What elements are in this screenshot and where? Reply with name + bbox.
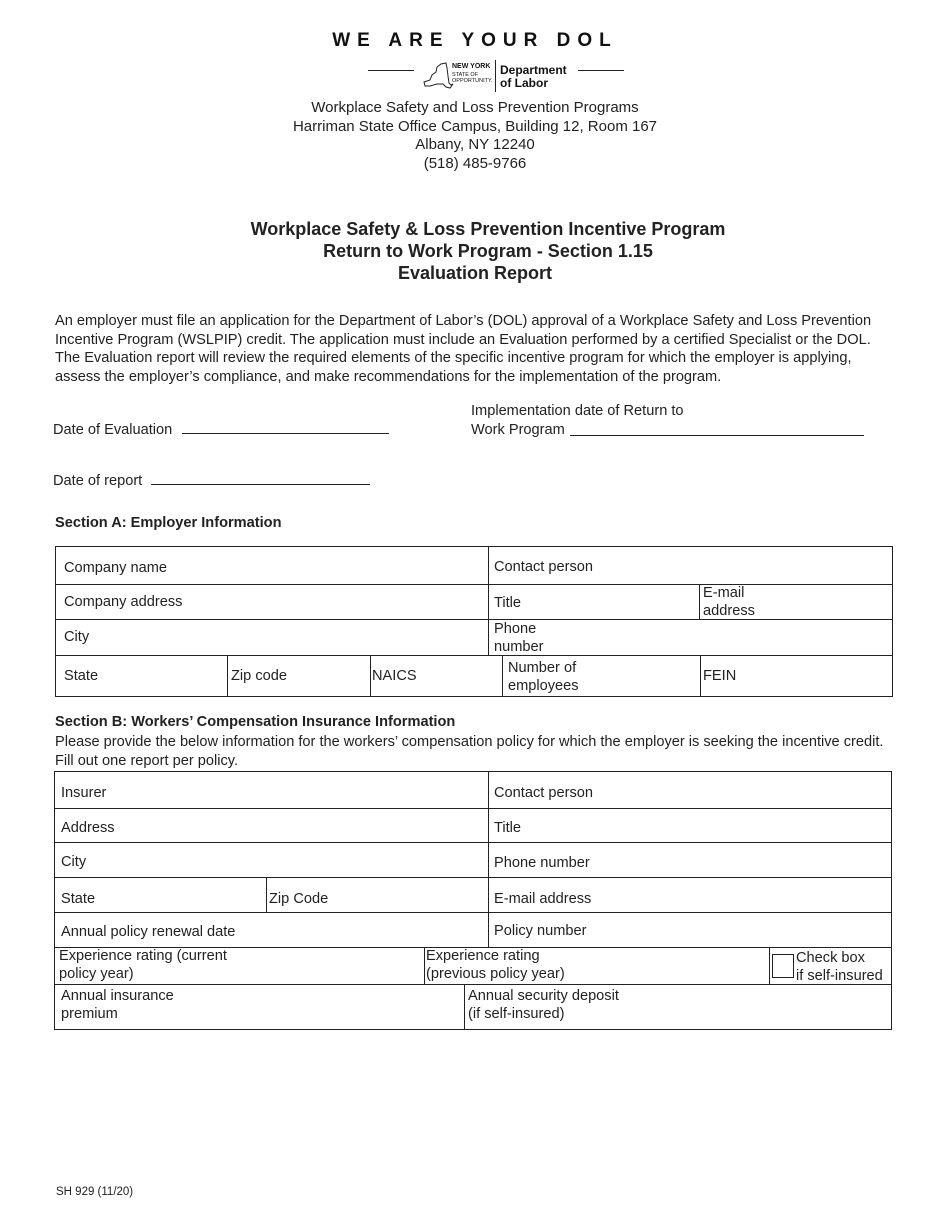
- city-field[interactable]: City: [64, 629, 90, 645]
- experience-current-label-line2[interactable]: policy year): [59, 966, 134, 982]
- insurer-address-field[interactable]: Address: [61, 820, 115, 836]
- implementation-date-field[interactable]: [570, 435, 864, 436]
- security-deposit-label-line2[interactable]: (if self-insured): [468, 1006, 565, 1022]
- email-field-label-line1[interactable]: E-mail: [703, 585, 745, 601]
- policy-number-field[interactable]: Policy number: [494, 923, 587, 939]
- form-number: SH 929 (11/20): [56, 1186, 134, 1198]
- premium-label-line2[interactable]: premium: [61, 1006, 118, 1022]
- experience-previous-label-line2[interactable]: (previous policy year): [426, 966, 565, 982]
- insurer-phone-field[interactable]: Phone number: [494, 855, 590, 871]
- contact-person-field[interactable]: Contact person: [494, 559, 593, 575]
- insurer-email-field[interactable]: E-mail address: [494, 891, 592, 907]
- date-of-evaluation-label: Date of Evaluation: [53, 422, 173, 438]
- insurer-contact-person-field[interactable]: Contact person: [494, 785, 593, 801]
- insurer-title-field[interactable]: Title: [494, 820, 522, 836]
- logo-dept-line1: Department: [500, 63, 567, 77]
- date-of-report-label: Date of report: [53, 473, 143, 489]
- self-insured-label-line2: if self-insured: [796, 968, 883, 984]
- intro-paragraph: An employer must file an application for the Department of Labor’s (DOL) approval of a Workplace Safety and Loss Prevention Incentive Program (WSLPIP) credit. The application must include an Evaluation performed by a certified Specialist or the DOL. The Evaluation report will review the required elements of the specific incentive program for which the employer is applying, assess the employer’s compliance, and make recommendations for the implementation of the program.: [55, 313, 872, 385]
- experience-current-label-line1[interactable]: Experience rating (current: [59, 948, 227, 964]
- office-city: Albany, NY 12240: [415, 136, 535, 153]
- insurer-field[interactable]: Insurer: [61, 785, 107, 801]
- logo-divider: [495, 60, 496, 92]
- section-a-heading: Section A: Employer Information: [55, 515, 282, 531]
- logo-state-line2: STATE OF: [452, 72, 479, 78]
- employees-field-label-line1[interactable]: Number of: [508, 660, 577, 676]
- office-name: Workplace Safety and Loss Prevention Programs: [311, 99, 639, 116]
- ny-state-outline-icon: [420, 58, 454, 92]
- section-b-heading: Section B: Workers’ Compensation Insurance Information: [55, 714, 456, 730]
- phone-field-label-line1[interactable]: Phone: [494, 621, 537, 637]
- implementation-date-label-line1: Implementation date of Return to: [471, 403, 684, 419]
- date-of-report-field[interactable]: [151, 484, 370, 485]
- section-b-description: Please provide the below information for the workers’ compensation policy for which the employer is seeking the incentive credit. Fill out one report per policy.: [55, 734, 884, 769]
- experience-previous-label-line1[interactable]: Experience rating: [426, 948, 540, 964]
- title-field[interactable]: Title: [494, 595, 522, 611]
- office-street: Harriman State Office Campus, Building 12, Room 167: [292, 117, 658, 135]
- company-name-field[interactable]: Company name: [64, 560, 168, 576]
- office-phone: (518) 485-9766: [423, 154, 527, 172]
- phone-field-label-line2[interactable]: number: [494, 639, 544, 655]
- date-of-evaluation-field[interactable]: [182, 433, 389, 434]
- security-deposit-label-line1[interactable]: Annual security deposit: [468, 988, 619, 1004]
- logo-rule-right: [578, 70, 624, 71]
- company-address-field[interactable]: Company address: [64, 594, 183, 610]
- logo-state-line1: NEW YORK: [452, 63, 491, 70]
- naics-field[interactable]: NAICS: [372, 668, 417, 684]
- insurance-info-table: [54, 771, 892, 1030]
- implementation-date-label-line2: Work Program: [471, 422, 565, 438]
- self-insured-checkbox[interactable]: [772, 954, 794, 978]
- zip-code-field[interactable]: Zip code: [231, 668, 287, 684]
- insurer-state-field[interactable]: State: [61, 891, 96, 907]
- state-field[interactable]: State: [64, 668, 99, 684]
- form-title-line1: Workplace Safety & Loss Prevention Incentive Program: [250, 219, 726, 239]
- premium-label-line1[interactable]: Annual insurance: [61, 988, 174, 1004]
- logo-rule-left: [368, 70, 414, 71]
- form-title-line2: Return to Work Program - Section 1.15: [323, 241, 653, 261]
- slogan: WE ARE YOUR DOL: [332, 30, 618, 51]
- email-field-label-line2[interactable]: address: [703, 603, 755, 619]
- form-title-line3: Evaluation Report: [397, 263, 553, 283]
- logo-dept-line2: of Labor: [500, 76, 548, 90]
- employees-field-label-line2[interactable]: employees: [508, 678, 579, 694]
- logo-state-line3: OPPORTUNITY.: [452, 78, 493, 84]
- renewal-date-field[interactable]: Annual policy renewal date: [61, 924, 236, 940]
- self-insured-label-line1: Check box: [796, 950, 865, 966]
- insurer-city-field[interactable]: City: [61, 854, 87, 870]
- fein-field[interactable]: FEIN: [703, 668, 737, 684]
- insurer-zip-code-field[interactable]: Zip Code: [269, 891, 329, 907]
- employer-info-table: [55, 546, 893, 697]
